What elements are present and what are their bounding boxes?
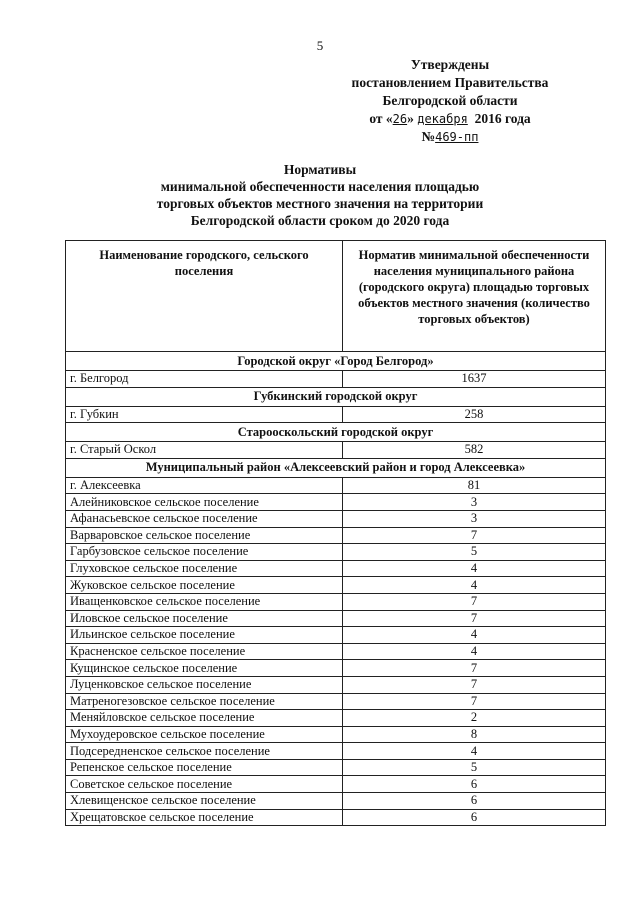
title-line2: минимальной обеспеченности населения площадью: [160, 179, 480, 194]
approval-number: [330, 128, 570, 146]
table-row: [66, 776, 606, 793]
norm-value: 4: [343, 627, 606, 644]
document-title: [60, 161, 580, 229]
settlement-name: Жуковское сельское поселение: [66, 577, 343, 594]
settlement-name: Советское сельское поселение: [66, 776, 343, 793]
title-line3: торговых объектов местного значения на территории: [156, 196, 484, 211]
table-row: [66, 710, 606, 727]
settlement-name: Репенское сельское поселение: [66, 759, 343, 776]
section-title: Губкинский городской округ: [66, 387, 606, 406]
norm-value: 6: [343, 793, 606, 810]
table-row: [66, 676, 606, 693]
norm-value: 2: [343, 710, 606, 727]
settlement-name: Ильинское сельское поселение: [66, 627, 343, 644]
header-settlement-name: Наименование городского, сельского поселения: [66, 241, 343, 352]
table-row: [66, 494, 606, 511]
number-prefix: №: [421, 129, 436, 144]
norm-value: 7: [343, 593, 606, 610]
settlement-name: Кущинское сельское поселение: [66, 660, 343, 677]
table-row: [66, 577, 606, 594]
settlement-name: Гарбузовское сельское поселение: [66, 544, 343, 561]
table-row: [66, 510, 606, 527]
norm-value: 4: [343, 743, 606, 760]
norm-value: 8: [343, 726, 606, 743]
decree-number: 469-пп: [435, 130, 479, 144]
table-row: [66, 610, 606, 627]
settlement-name: Подсередненское сельское поселение: [66, 743, 343, 760]
settlement-name: Хлевищенское сельское поселение: [66, 793, 343, 810]
table-row: [66, 593, 606, 610]
table-row: [66, 793, 606, 810]
settlement-name: Иловское сельское поселение: [66, 610, 343, 627]
date-prefix: от «: [369, 111, 393, 126]
norm-value: 7: [343, 660, 606, 677]
settlement-name: г. Алексеевка: [66, 477, 343, 494]
norm-value: 3: [343, 494, 606, 511]
norms-table: [65, 240, 606, 826]
settlement-name: Матреногезовское сельское поселение: [66, 693, 343, 710]
table-row: [66, 371, 606, 388]
header-norm-value: Норматив минимальной обеспеченности населения муниципального района (городского округа) площадью торговых объектов местного значения (количество торговых объектов): [343, 241, 606, 352]
table-row: [66, 643, 606, 660]
settlement-name: г. Белгород: [66, 371, 343, 388]
table-row: [66, 442, 606, 459]
title-line4: Белгородской области сроком до 2020 года: [190, 213, 450, 228]
norm-value: 4: [343, 643, 606, 660]
settlement-name: Хрещатовское сельское поселение: [66, 809, 343, 826]
table-row: [66, 743, 606, 760]
date-day: 26: [392, 112, 408, 126]
norm-value: 6: [343, 809, 606, 826]
date-mid: »: [407, 111, 414, 126]
table-row: [66, 560, 606, 577]
table-row: [66, 726, 606, 743]
table-row: [66, 759, 606, 776]
settlement-name: Афанасьевское сельское поселение: [66, 510, 343, 527]
settlement-name: Мухоудеровское сельское поселение: [66, 726, 343, 743]
date-month: декабря: [417, 112, 468, 126]
date-year: 2016 года: [474, 111, 531, 126]
settlement-name: Красненское сельское поселение: [66, 643, 343, 660]
norm-value: 4: [343, 577, 606, 594]
norm-value: 81: [343, 477, 606, 494]
norm-value: 4: [343, 560, 606, 577]
table-row: [66, 406, 606, 423]
approval-line3: Белгородской области: [382, 93, 518, 108]
norm-value: 1637: [343, 371, 606, 388]
norm-value: 5: [343, 759, 606, 776]
table-row: [66, 660, 606, 677]
page-number: 5: [316, 38, 324, 53]
table-row: [66, 544, 606, 561]
section-title: Муниципальный район «Алексеевский район и город Алексеевка»: [66, 458, 606, 477]
section-row: [66, 458, 606, 477]
title-line1: Нормативы: [283, 162, 357, 177]
norm-value: 7: [343, 610, 606, 627]
norm-value: 6: [343, 776, 606, 793]
approval-block: [330, 56, 570, 146]
table-row: [66, 809, 606, 826]
norm-value: 582: [343, 442, 606, 459]
section-row: [66, 423, 606, 442]
approval-line1: Утверждены: [410, 57, 490, 72]
settlement-name: Алейниковское сельское поселение: [66, 494, 343, 511]
settlement-name: Варваровское сельское поселение: [66, 527, 343, 544]
norm-value: 7: [343, 676, 606, 693]
approval-date: [330, 110, 570, 128]
settlement-name: Меняйловское сельское поселение: [66, 710, 343, 727]
table-header-row: [66, 241, 606, 352]
settlement-name: Луценковское сельское поселение: [66, 676, 343, 693]
norm-value: 7: [343, 527, 606, 544]
norm-value: 7: [343, 693, 606, 710]
norm-value: 258: [343, 406, 606, 423]
section-title: Старооскольский городской округ: [66, 423, 606, 442]
section-title: Городской округ «Город Белгород»: [66, 352, 606, 371]
section-row: [66, 387, 606, 406]
approval-line2: постановлением Правительства: [351, 75, 549, 90]
table-row: [66, 477, 606, 494]
settlement-name: г. Губкин: [66, 406, 343, 423]
settlement-name: Глуховское сельское поселение: [66, 560, 343, 577]
table-row: [66, 693, 606, 710]
settlement-name: Иващенковское сельское поселение: [66, 593, 343, 610]
norm-value: 3: [343, 510, 606, 527]
table-row: [66, 527, 606, 544]
settlement-name: г. Старый Оскол: [66, 442, 343, 459]
norm-value: 5: [343, 544, 606, 561]
table-row: [66, 627, 606, 644]
section-row: [66, 352, 606, 371]
